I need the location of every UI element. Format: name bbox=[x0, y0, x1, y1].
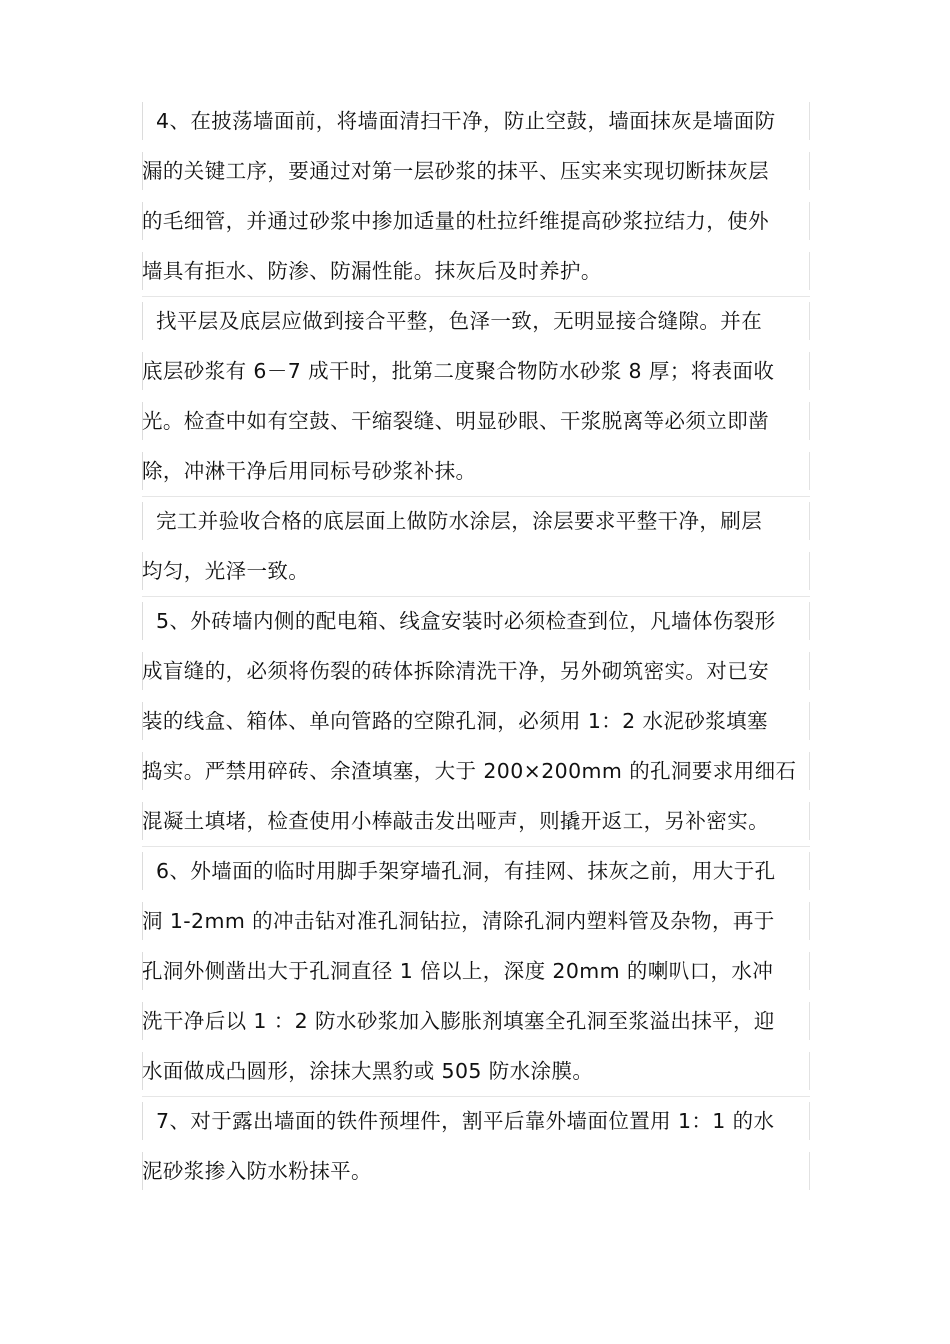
text-line bbox=[142, 96, 810, 146]
line-box-right-rule bbox=[809, 352, 810, 390]
line-text: 7、对于露出墙面的铁件预埋件，割平后靠外墙面位置用 1：1 的水 bbox=[156, 1109, 775, 1133]
line-box-left-rule bbox=[142, 502, 143, 540]
line-box-right-rule bbox=[809, 552, 810, 590]
text-line bbox=[142, 946, 810, 996]
line-text: 均匀，光泽一致。 bbox=[142, 559, 310, 583]
text-line bbox=[142, 796, 810, 846]
text-line bbox=[142, 596, 810, 646]
paragraph-top-rule bbox=[142, 296, 810, 297]
paragraph-top-rule bbox=[142, 846, 810, 847]
line-text: 光。检查中如有空鼓、干缩裂缝、明显砂眼、干浆脱离等必须立即凿 bbox=[142, 409, 769, 433]
line-text: 墙具有拒水、防渗、防漏性能。抹灰后及时养护。 bbox=[142, 259, 602, 283]
text-line bbox=[142, 446, 810, 496]
line-text: 底层砂浆有 6－7 成干时，批第二度聚合物防水砂浆 8 厚；将表面收 bbox=[142, 359, 775, 383]
text-line bbox=[142, 296, 810, 346]
line-box-left-rule bbox=[142, 302, 143, 340]
line-box-right-rule bbox=[809, 1052, 810, 1090]
paragraph bbox=[142, 496, 810, 596]
line-text: 的毛细管，并通过砂浆中掺加适量的杜拉纤维提高砂浆拉结力，使外 bbox=[142, 209, 769, 233]
line-box-left-rule bbox=[142, 102, 143, 140]
text-line bbox=[142, 846, 810, 896]
text-line bbox=[142, 646, 810, 696]
line-box-right-rule bbox=[809, 502, 810, 540]
document-body bbox=[142, 96, 810, 1196]
line-box-right-rule bbox=[809, 852, 810, 890]
line-box-right-rule bbox=[809, 1102, 810, 1140]
line-text: 混凝土填堵，检查使用小棒敲击发出哑声，则撬开返工，另补密实。 bbox=[142, 809, 769, 833]
line-box-right-rule bbox=[809, 152, 810, 190]
paragraph-top-rule bbox=[142, 496, 810, 497]
line-box-left-rule bbox=[142, 1102, 143, 1140]
line-text: 完工并验收合格的底层面上做防水涂层，涂层要求平整干净，刷层 bbox=[156, 509, 763, 533]
text-line bbox=[142, 396, 810, 446]
line-text: 找平层及底层应做到接合平整，色泽一致，无明显接合缝隙。并在 bbox=[156, 309, 763, 333]
line-box-right-rule bbox=[809, 602, 810, 640]
paragraph bbox=[142, 296, 810, 496]
line-box-right-rule bbox=[809, 202, 810, 240]
text-line bbox=[142, 1146, 810, 1196]
line-text: 泥砂浆掺入防水粉抹平。 bbox=[142, 1159, 372, 1183]
line-text: 装的线盒、箱体、单向管路的空隙孔洞，必须用 1：2 水泥砂浆填塞 bbox=[142, 709, 768, 733]
line-box-right-rule bbox=[809, 902, 810, 940]
line-text: 成盲缝的，必须将伤裂的砖体拆除清洗干净，另外砌筑密实。对已安 bbox=[142, 659, 769, 683]
line-box-right-rule bbox=[809, 652, 810, 690]
line-box-left-rule bbox=[142, 602, 143, 640]
text-line bbox=[142, 696, 810, 746]
line-text: 除，冲淋干净后用同标号砂浆补抹。 bbox=[142, 459, 477, 483]
line-box-left-rule bbox=[142, 852, 143, 890]
line-box-right-rule bbox=[809, 802, 810, 840]
line-box-right-rule bbox=[809, 252, 810, 290]
paragraph bbox=[142, 1096, 810, 1196]
paragraph bbox=[142, 846, 810, 1096]
text-line bbox=[142, 1096, 810, 1146]
line-box-right-rule bbox=[809, 402, 810, 440]
line-box-right-rule bbox=[809, 1152, 810, 1190]
line-text: 孔洞外侧凿出大于孔洞直径 1 倍以上，深度 20mm 的喇叭口，水冲 bbox=[142, 959, 774, 983]
line-text: 4、在披荡墙面前，将墙面清扫干净，防止空鼓，墙面抹灰是墙面防 bbox=[156, 109, 776, 133]
text-line bbox=[142, 896, 810, 946]
line-box-right-rule bbox=[809, 952, 810, 990]
paragraph-top-rule bbox=[142, 1096, 810, 1097]
paragraph-top-rule bbox=[142, 596, 810, 597]
text-line bbox=[142, 146, 810, 196]
line-box-right-rule bbox=[809, 302, 810, 340]
line-text: 6、外墙面的临时用脚手架穿墙孔洞，有挂网、抹灰之前，用大于孔 bbox=[156, 859, 776, 883]
text-line bbox=[142, 346, 810, 396]
text-line bbox=[142, 746, 810, 796]
line-text: 捣实。严禁用碎砖、余渣填塞，大于 200×200mm 的孔洞要求用细石 bbox=[142, 759, 797, 783]
text-line bbox=[142, 496, 810, 546]
line-text: 洗干净后以 1 ：2 防水砂浆加入膨胀剂填塞全孔洞至浆溢出抹平，迎 bbox=[142, 1009, 775, 1033]
text-line bbox=[142, 546, 810, 596]
text-line bbox=[142, 1046, 810, 1096]
text-line bbox=[142, 246, 810, 296]
text-line bbox=[142, 996, 810, 1046]
paragraph bbox=[142, 96, 810, 296]
line-box-right-rule bbox=[809, 102, 810, 140]
line-box-right-rule bbox=[809, 702, 810, 740]
line-box-right-rule bbox=[809, 752, 810, 790]
text-line bbox=[142, 196, 810, 246]
line-text: 5、外砖墙内侧的配电箱、线盒安装时必须检查到位，凡墙体伤裂形 bbox=[156, 609, 776, 633]
line-box-right-rule bbox=[809, 452, 810, 490]
paragraph bbox=[142, 596, 810, 846]
line-text: 洞 1-2mm 的冲击钻对准孔洞钻拉，清除孔洞内塑料管及杂物，再于 bbox=[142, 909, 775, 933]
line-text: 水面做成凸圆形，涂抹大黑豹或 505 防水涂膜。 bbox=[142, 1059, 594, 1083]
line-text: 漏的关键工序，要通过对第一层砂浆的抹平、压实来实现切断抹灰层 bbox=[142, 159, 769, 183]
line-box-right-rule bbox=[809, 1002, 810, 1040]
